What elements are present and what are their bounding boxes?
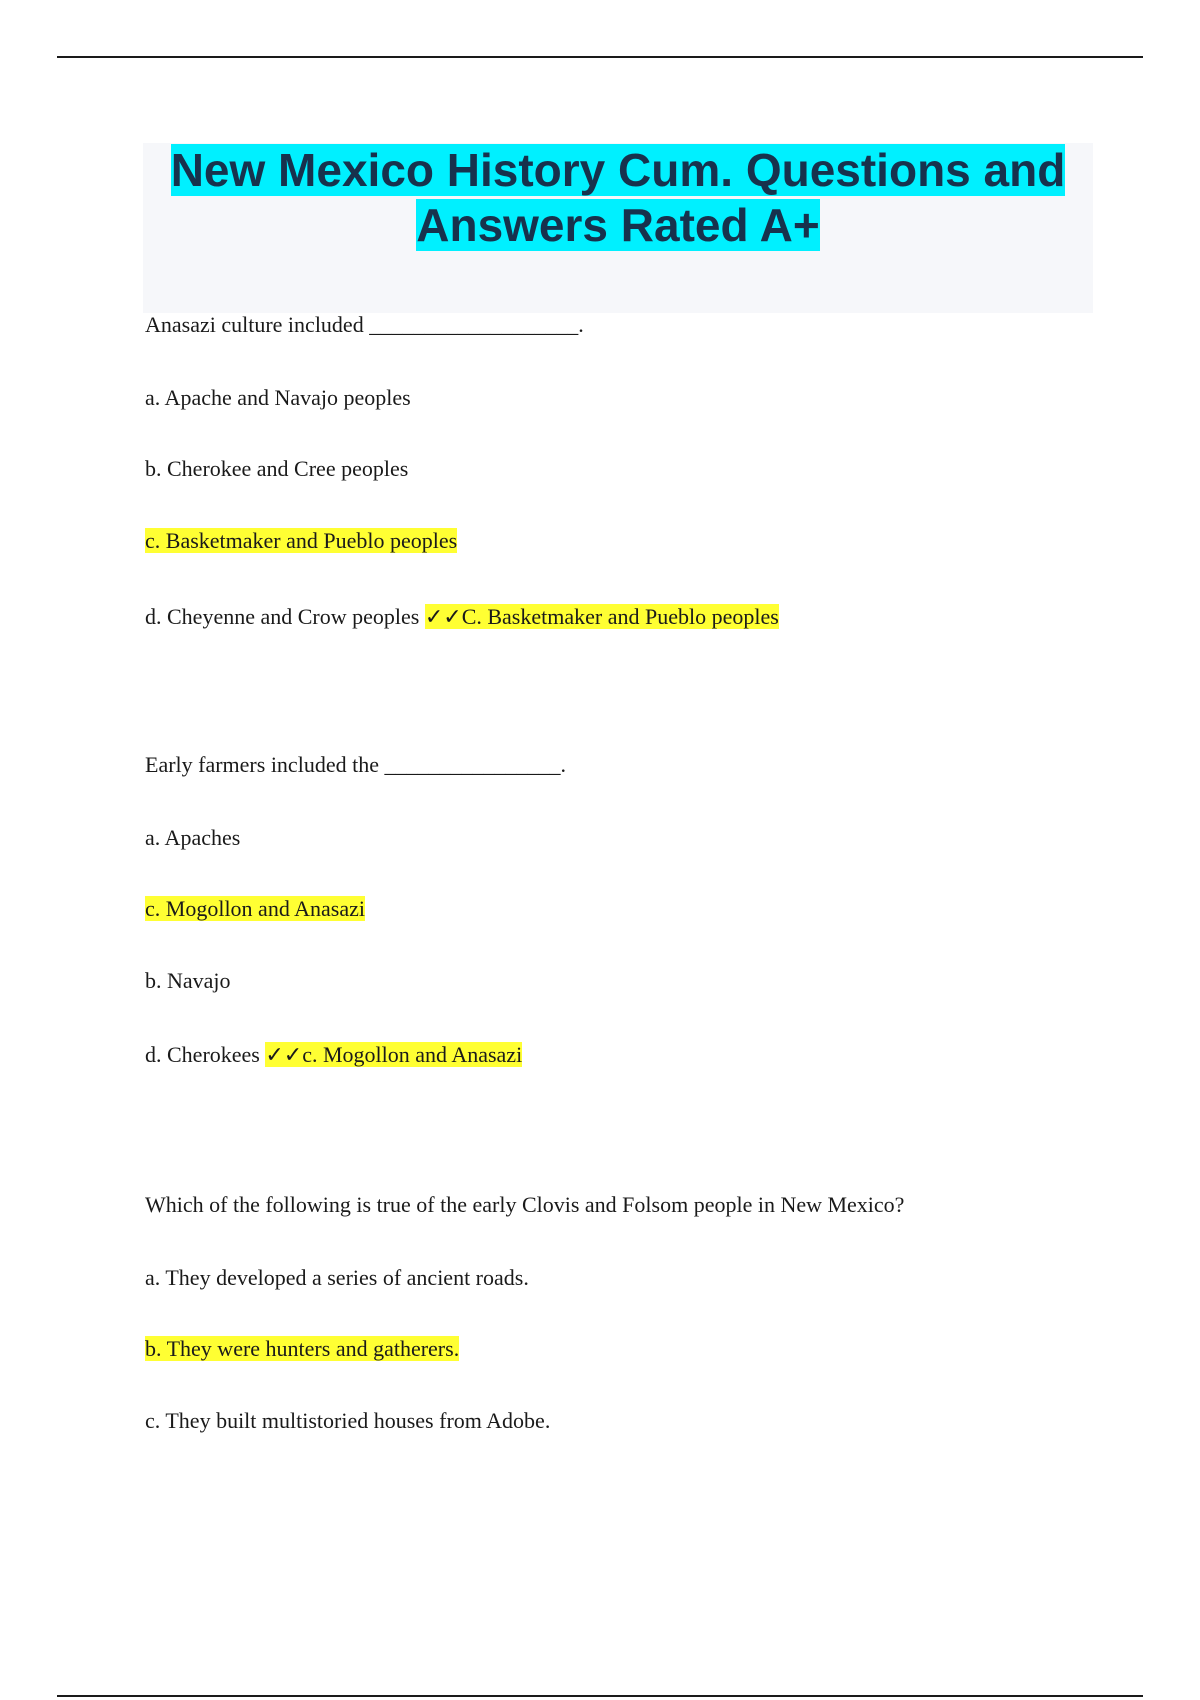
question-1-option-c [145,527,457,555]
question-3-option-b [145,1335,459,1363]
option-text: d. Cheyenne and Crow peoples [145,604,420,629]
highlighted-option: c. Mogollon and Anasazi [145,896,365,921]
option-text: d. Cherokees [145,1042,260,1067]
question-1-answer: ✓✓C. Basketmaker and Pueblo peoples [424,604,779,629]
question-2-answer: ✓✓c. Mogollon and Anasazi [265,1042,523,1067]
question-2-option-c [145,895,365,923]
document-title-text: New Mexico History Cum. Questions and Answers Rated A+ [170,144,1066,251]
top-rule [57,56,1143,58]
question-3-option-a: a. They developed a series of ancient roads. [145,1265,529,1290]
question-3-option-c: c. They built multistoried houses from Adobe. [145,1408,551,1433]
question-2-option-d [145,1041,522,1069]
question-3-prompt: Which of the following is true of the early Clovis and Folsom people in New Mexico? [145,1192,905,1217]
question-2-prompt: Early farmers included the ________________. [145,752,566,777]
question-1-option-d [145,603,779,631]
question-1-prompt: Anasazi culture included ___________________. [145,312,584,337]
question-1-option-a: a. Apache and Navajo peoples [145,385,411,410]
document-title [143,143,1093,253]
question-1-option-b: b. Cherokee and Cree peoples [145,456,409,481]
bottom-rule [57,1695,1143,1697]
question-2-option-b: b. Navajo [145,968,231,993]
title-block [143,143,1093,313]
highlighted-option: b. They were hunters and gatherers. [145,1336,460,1361]
highlighted-option: c. Basketmaker and Pueblo peoples [145,528,458,553]
question-2-option-a: a. Apaches [145,825,241,850]
